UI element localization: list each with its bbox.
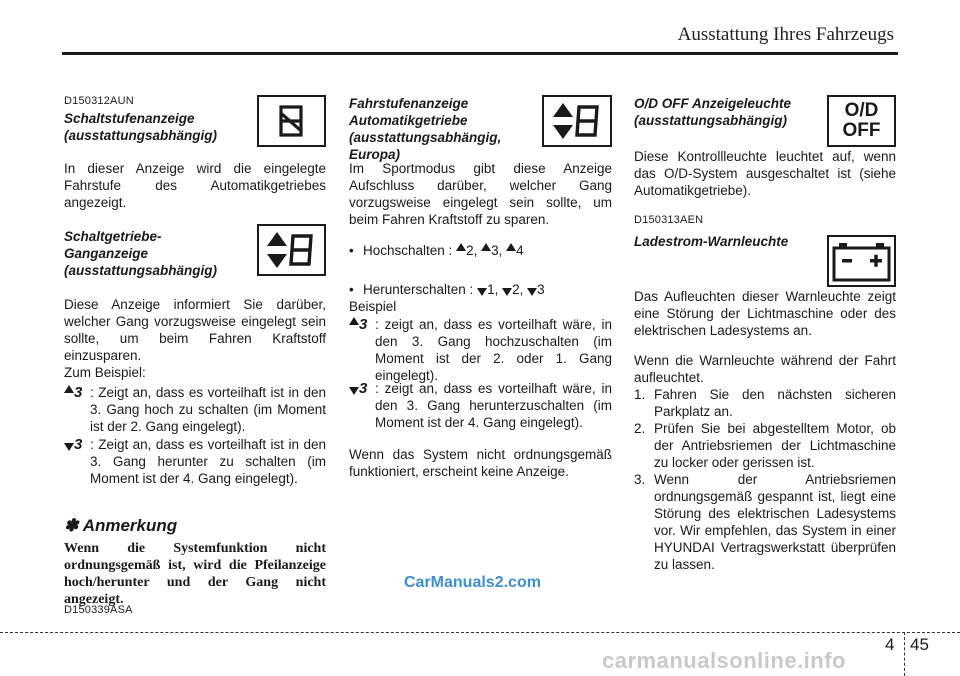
arrow-down-icon	[477, 288, 487, 296]
paragraph: In dieser Anzeige wird die eingelegte Fahrstufe des Automatikgetriebes angezeigt.	[64, 161, 326, 210]
section-code: D150339ASA	[64, 604, 133, 616]
gear-value: 4	[516, 243, 524, 258]
list-item-upshift: • Hochschalten : 2, 3, 4	[349, 242, 613, 259]
example-text: : zeigt an, dass es vorteilhaft wäre, in den 3. Gang hochzuschalten (im Moment ist der 2. oder 1. Gang eingelegt).	[375, 317, 612, 383]
footer-separator	[904, 632, 905, 676]
paragraph: Im Sportmodus gibt diese Anzeige Aufschluss darüber, welcher Gang vorzugsweise eingelegt sein sollte, um beim Fahren Kraftstoff zu sparen.	[349, 161, 612, 227]
arrow-up-icon	[349, 317, 359, 325]
paragraph: Wenn die Warnleuchte während der Fahrt aufleuchtet.	[634, 353, 896, 385]
example-shift-down	[349, 380, 612, 431]
step-number: 2.	[634, 421, 646, 436]
gear-shift-indicator-icon	[257, 224, 326, 276]
note-heading	[64, 516, 177, 536]
gear-value: 1	[487, 282, 495, 297]
gear-value: 3	[491, 243, 499, 258]
section-code: D150312AUN	[64, 95, 134, 107]
section-heading-fahrstufenanzeige: Fahrstufenanzeige Automatikgetriebe (ausstattungsabhängig, Europa)	[349, 96, 502, 162]
paragraph: Wenn das System nicht ordnungsgemäß funktioniert, erscheint keine Anzeige.	[349, 447, 612, 479]
chapter-number: 4	[885, 635, 895, 654]
watermark-carmanuals: CarManuals2.com	[404, 574, 541, 591]
od-off-indicator-icon	[827, 95, 896, 147]
paragraph: Diese Kontrollleuchte leuchtet auf, wenn das O/D-System ausgeschaltet ist (siehe Automatikgetriebe).	[634, 149, 896, 198]
list-item-downshift: • Herunterschalten : 1, 2, 3	[349, 281, 613, 298]
example-shift-up	[349, 316, 612, 384]
example-text: : zeigt an, dass es vorteilhaft wäre, in den 3. Gang herunterzuschalten (im Moment ist der 4. Gang eingelegt).	[375, 381, 612, 430]
list-item	[634, 471, 896, 573]
battery-warning-icon	[827, 235, 896, 287]
example-text: : Zeigt an, dass es vorteilhaft ist in den 3. Gang herunter zu schalten (im Moment ist der 4. Gang eingelegt).	[90, 437, 326, 486]
steps-list	[634, 386, 896, 573]
example-label: Zum Beispiel:	[64, 365, 146, 380]
page-number: 45	[910, 635, 929, 654]
section-code: D150313AEN	[634, 214, 704, 226]
gear-position-indicator-icon	[257, 95, 326, 147]
gear-value: 3	[537, 282, 545, 297]
gear-number: 3	[359, 316, 368, 333]
example-shift-up	[64, 384, 326, 435]
gear-number: 3	[359, 380, 368, 397]
gear-value: 2	[466, 243, 474, 258]
list-item	[634, 386, 896, 420]
arrow-down-icon	[64, 443, 74, 451]
section-heading-ladestrom: Ladestrom-Warnleuchte	[634, 234, 789, 249]
arrow-up-icon	[481, 243, 491, 251]
step-text: Fahren Sie den nächsten sicheren Parkplatz an.	[654, 387, 896, 419]
section-heading-schaltstufenanzeige: Schaltstufenanzeige (ausstattungsabhängig)	[64, 111, 218, 143]
watermark-carmanualsonline: carmanualsonline.info	[602, 648, 846, 673]
arrow-up-icon	[506, 243, 516, 251]
example-shift-down	[64, 436, 326, 487]
note-body: Wenn die Systemfunktion nicht ordnungsgemäß ist, wird die Pfeilanzeige hoch/herunter und der Gang nicht angezeigt.	[64, 541, 326, 607]
note-title: Anmerkung	[82, 516, 178, 535]
step-number: 3.	[634, 472, 646, 487]
gear-value: 2	[512, 282, 520, 297]
list-item	[634, 420, 896, 471]
section-heading-od-off: O/D OFF Anzeigeleuchte (ausstattungsabhängig)	[634, 96, 792, 128]
arrow-down-icon	[527, 288, 537, 296]
gear-number: 3	[74, 384, 83, 401]
example-text: : Zeigt an, dass es vorteilhaft ist in den 3. Gang hoch zu schalten (im Moment ist der 2. Gang eingelegt).	[90, 385, 326, 434]
gear-shift-indicator-icon	[542, 95, 612, 147]
header-rule	[62, 52, 898, 55]
paragraph: Diese Anzeige informiert Sie darüber, welcher Gang vorzugsweise eingelegt sein sollte, um beim Fahren Kraftstoff einzusparen.	[64, 297, 326, 363]
off-icon-text: OFF	[842, 120, 881, 141]
example-label: Beispiel	[349, 299, 397, 314]
upshift-label: Hochschalten :	[363, 243, 453, 258]
arrow-down-icon	[349, 387, 359, 395]
step-text: Wenn der Antriebsriemen ordnungsgemäß gespannt ist, liegt eine Störung des elektrischen Ladesystems vor. Wir empfehlen, das System in einer HYUNDAI Vertragswerkstatt überprüfen zu lassen.	[654, 472, 896, 572]
od-icon-text: O/D	[844, 100, 879, 121]
downshift-label: Herunterschalten :	[363, 282, 474, 297]
arrow-up-icon	[64, 385, 74, 393]
step-text: Prüfen Sie bei abgestelltem Motor, ob der Antriebsriemen der Lichtmaschine zu locker oder gerissen ist.	[654, 421, 896, 470]
gear-number: 3	[74, 436, 83, 453]
section-heading-ganganzeige: Schaltgetriebe-Ganganzeige (ausstattungsabhängig)	[64, 229, 218, 278]
note-asterisk-icon: ✽	[64, 516, 79, 535]
footer-rule	[0, 632, 960, 633]
arrow-up-icon	[456, 243, 466, 251]
arrow-down-icon	[502, 288, 512, 296]
paragraph: Das Aufleuchten dieser Warnleuchte zeigt eine Störung der Lichtmaschine oder des elektrischen Ladesystems an.	[634, 289, 896, 338]
page-header-title: Ausstattung Ihres Fahrzeugs	[677, 24, 894, 45]
step-number: 1.	[634, 387, 646, 402]
